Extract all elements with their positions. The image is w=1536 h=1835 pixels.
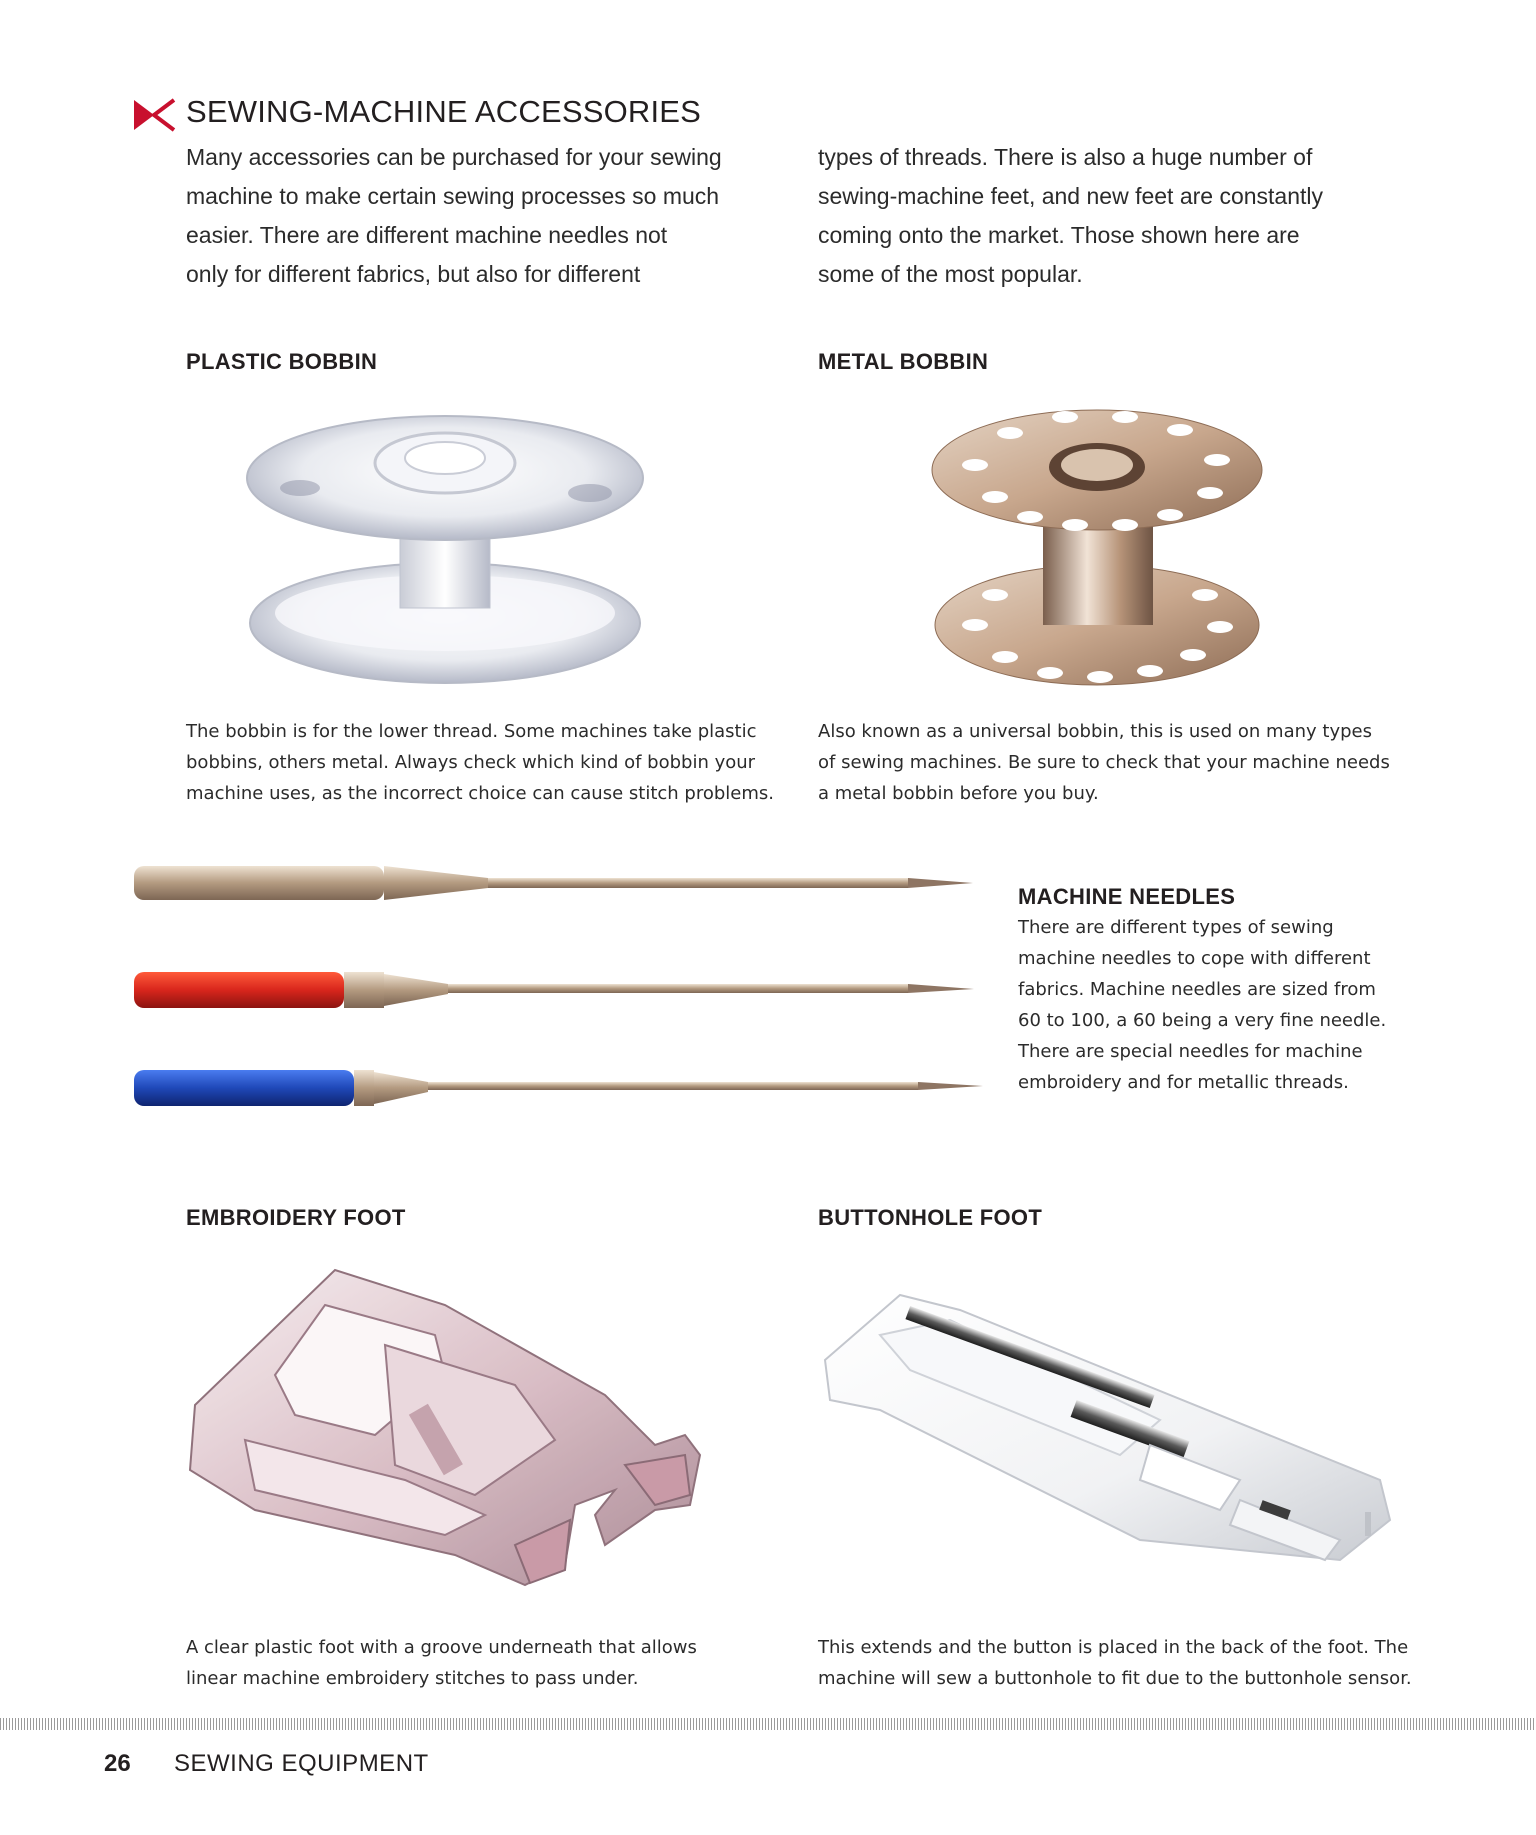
intro-line: only for different fabrics, but also for different [186,261,641,287]
intro-line: sewing-machine feet, and new feet are constantly [818,183,1324,209]
caption-line: embroidery and for metallic threads. [1018,1072,1349,1093]
running-head: SEWING EQUIPMENT [174,1750,429,1777]
caption-line: machine uses, as the incorrect choice can cause stitch problems. [186,783,774,804]
metal-bobbin-heading: METAL BOBBIN [818,349,989,374]
caption-line: machine needles to cope with different [1018,948,1371,969]
buttonhole-foot-heading: BUTTONHOLE FOOT [818,1205,1043,1230]
intro-line: easier. There are different machine needles not [186,222,668,248]
plastic-bobbin-caption [186,716,786,809]
intro-line: coming onto the market. Those shown here are [818,222,1300,248]
machine-needles-caption [1018,912,1418,1098]
intro-line: Many accessories can be purchased for your sewing [186,144,722,170]
caption-line: of sewing machines. Be sure to check that your machine needs [818,752,1390,773]
caption-line: This extends and the button is placed in the back of the foot. The [818,1637,1409,1658]
intro-left [186,138,746,294]
machine-needles-image [128,858,990,1122]
intro-line: machine to make certain sewing processes so much [186,183,720,209]
footer-rule [0,1718,1536,1730]
buttonhole-foot-image [820,1280,1400,1580]
embroidery-foot-heading: EMBROIDERY FOOT [186,1205,406,1230]
embroidery-foot-caption [186,1632,806,1694]
caption-line: machine will sew a buttonhole to fit due to the buttonhole sensor. [818,1668,1412,1689]
metal-bobbin-image [925,405,1270,695]
machine-needles-heading: MACHINE NEEDLES [1018,884,1236,909]
caption-line: There are special needles for machine [1018,1041,1363,1062]
caption-line: There are different types of sewing [1018,917,1334,938]
bowtie-icon [132,98,176,132]
metal-bobbin-caption [818,716,1418,809]
caption-line: 60 to 100, a 60 being a very fine needle. [1018,1010,1387,1031]
intro-line: types of threads. There is also a huge number of [818,144,1313,170]
buttonhole-foot-caption [818,1632,1438,1694]
caption-line: The bobbin is for the lower thread. Some machines take plastic [186,721,757,742]
caption-line: a metal bobbin before you buy. [818,783,1099,804]
caption-line: bobbins, others metal. Always check which kind of bobbin your [186,752,756,773]
embroidery-foot-image [185,1265,715,1595]
caption-line: A clear plastic foot with a groove underneath that allows [186,1637,697,1658]
intro-line: some of the most popular. [818,261,1083,287]
caption-line: fabrics. Machine needles are sized from [1018,979,1376,1000]
intro-right [818,138,1378,294]
caption-line: Also known as a universal bobbin, this is used on many types [818,721,1372,742]
section-title: SEWING-MACHINE ACCESSORIES [186,94,702,129]
plastic-bobbin-heading: PLASTIC BOBBIN [186,349,378,374]
plastic-bobbin-image [240,408,650,693]
page-number: 26 [104,1750,131,1777]
caption-line: linear machine embroidery stitches to pass under. [186,1668,639,1689]
